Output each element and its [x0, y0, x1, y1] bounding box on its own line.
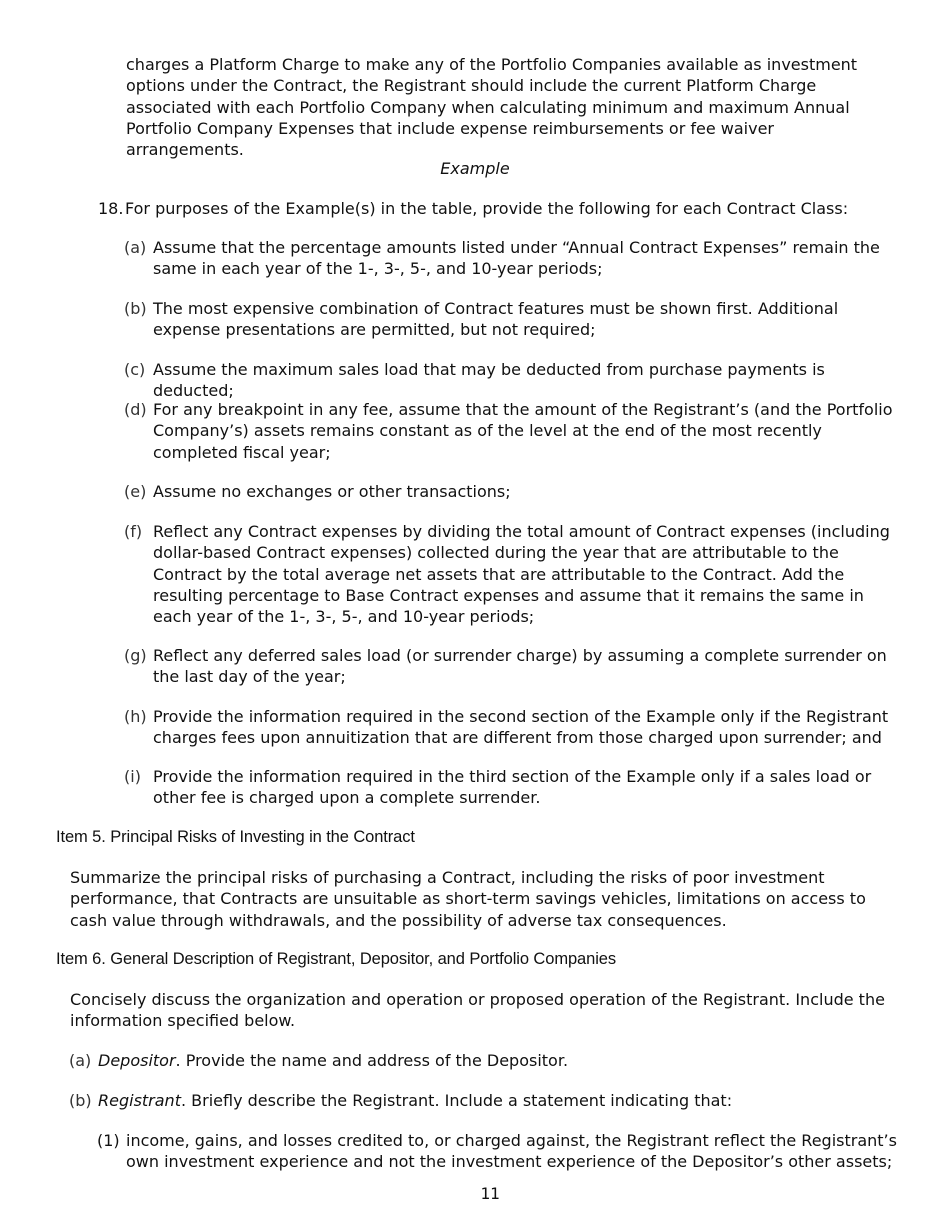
list-item-label: (g): [124, 646, 147, 665]
item-6-a-text: [98, 1050, 899, 1071]
list-item-label: (e): [124, 482, 147, 501]
list-item-label: (a): [124, 238, 147, 257]
list-item-label: (c): [124, 360, 146, 379]
list-item: [124, 399, 894, 463]
item-18-number: 18.: [98, 199, 124, 218]
intro-paragraph: charges a Platform Charge to make any of the Portfolio Companies available as investment options under the Contract, the Registrant should include the current Platform Charge associated with each Portfolio Company when calculating minimum and maximum Annual Portfolio Company Expenses that include expense reimbursements or fee waiver arrangements.: [126, 55, 858, 160]
list-item-label: (h): [124, 707, 147, 726]
list-item: [124, 706, 894, 749]
item-6-b-text: [98, 1090, 899, 1111]
list-item: [124, 359, 894, 402]
list-item-text: Provide the information required in the second section of the Example only if the Registrant charges fees upon annuitization that are different from those charged upon surrender; and: [153, 707, 889, 748]
item-6-heading: Item 6. General Description of Registrant, Depositor, and Portfolio Companies: [56, 950, 616, 968]
list-item-label: (b): [124, 299, 147, 318]
list-item: [124, 766, 894, 809]
list-item: [124, 521, 894, 627]
item-6-a-body: . Provide the name and address of the Depositor.: [175, 1051, 569, 1070]
list-item-text: For any breakpoint in any fee, assume that the amount of the Registrant’s (and the Portfolio Company’s) assets remains constant as of the level at the end of the most recently completed fiscal year;: [153, 400, 893, 462]
list-item-text: Assume that the percentage amounts listed under “Annual Contract Expenses” remain the same in each year of the 1-, 3-, 5-, and 10-year periods;: [153, 238, 880, 279]
registrant-term: Registrant: [98, 1091, 181, 1110]
list-item-text: Assume no exchanges or other transactions;: [153, 482, 511, 501]
list-item-label: (d): [124, 400, 147, 419]
item-6-a: [69, 1050, 899, 1071]
item-6-b: [69, 1090, 899, 1111]
depositor-term: Depositor: [98, 1051, 176, 1070]
item-6-a-label: (a): [69, 1051, 92, 1070]
list-item-text: Assume the maximum sales load that may be deducted from purchase payments is deducted;: [153, 360, 825, 401]
item-6-b-1: [97, 1130, 897, 1173]
list-item-text: Provide the information required in the third section of the Example only if a sales load or other fee is charged upon a complete surrender.: [153, 767, 872, 808]
example-heading: Example: [440, 159, 510, 178]
list-item: [124, 237, 894, 280]
item-5-heading: Item 5. Principal Risks of Investing in the Contract: [56, 828, 415, 846]
list-item: [124, 481, 894, 502]
list-item-label: (i): [124, 767, 141, 786]
item-5-paragraph: Summarize the principal risks of purchasing a Contract, including the risks of poor investment performance, that Contracts are unsuitable as short-term savings vehicles, limitations on access to cash value through withdrawals, and the possibility of adverse tax consequences.: [70, 868, 866, 930]
item-6-b-body: . Briefly describe the Registrant. Include a statement indicating that:: [180, 1091, 733, 1110]
list-item-text: The most expensive combination of Contract features must be shown first. Additional expense presentations are permitted, but not required;: [153, 299, 839, 340]
item-6-b-1-text: income, gains, and losses credited to, or charged against, the Registrant reflect the Registrant’s own investment experience and not the investment experience of the Depositor’s other assets;: [126, 1131, 897, 1172]
page-number: 11: [480, 1184, 500, 1203]
item-18: [98, 198, 898, 219]
item-6-b-1-label: (1): [97, 1131, 120, 1150]
item-6-paragraph: Concisely discuss the organization and operation or proposed operation of the Registrant. Include the information specified below.: [70, 990, 885, 1031]
list-item-label: (f): [124, 522, 143, 541]
list-item-text: Reflect any Contract expenses by dividing the total amount of Contract expenses (including dollar-based Contract expenses) collected during the year that are attributable to the Contract by the total average net assets that are attributable to the Contract. Add the resulting percentage to Base Contract expenses and assume that it remains the same in each year of the 1-, 3-, 5-, and 10-year periods;: [153, 522, 890, 627]
list-item-text: Reflect any deferred sales load (or surrender charge) by assuming a complete surrender on the last day of the year;: [153, 646, 887, 687]
list-item: [124, 298, 894, 341]
item-18-text: For purposes of the Example(s) in the table, provide the following for each Contract Class:: [125, 199, 849, 218]
item-6-b-label: (b): [69, 1091, 92, 1110]
list-item: [124, 645, 894, 688]
